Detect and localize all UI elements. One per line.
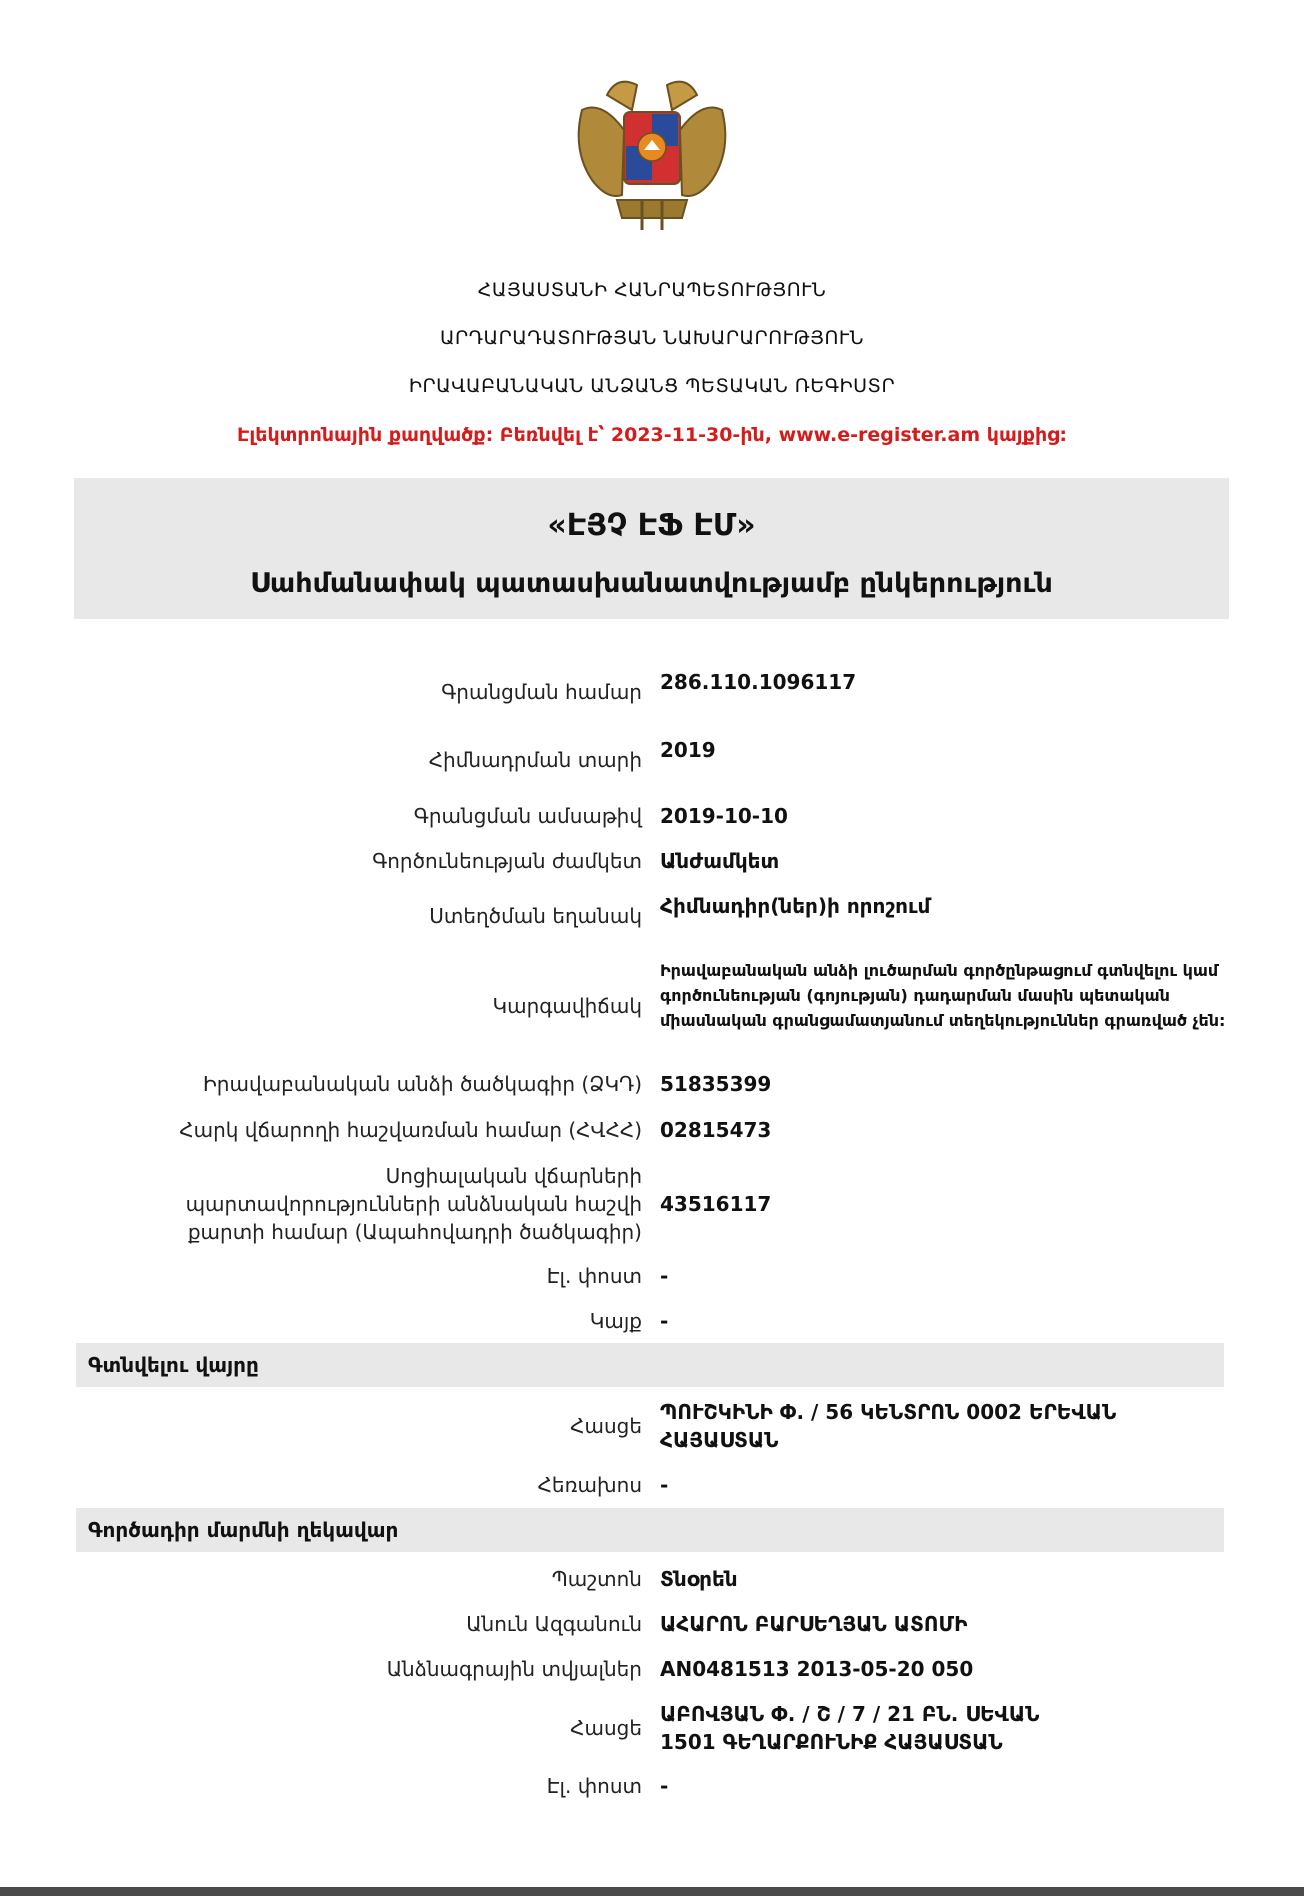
detail-value: Հիմնադիր(ներ)ի որոշում [660, 894, 931, 918]
detail-label: Հասցե [570, 1716, 642, 1740]
detail-label: Էլ. փոստ [546, 1774, 642, 1798]
detail-value: 02815473 [660, 1118, 772, 1142]
section-title: Գտնվելու վայրը [88, 1353, 259, 1377]
section-header-executive [76, 1508, 1224, 1552]
detail-label: Պաշտոն [551, 1567, 642, 1591]
extract-notice: Էլեկտրոնային քաղվածք: Բեռնվել է՝ 2023-11-30-ին, www.e-register.am կայքից: [237, 424, 1067, 446]
header-ministry: ԱՐԴԱՐԱԴԱՏՈՒԹՅԱՆ ՆԱԽԱՐԱՐՈՒԹՅՈՒՆ [440, 327, 864, 349]
detail-label: Գրանցման ամսաթիվ [413, 804, 642, 828]
company-legal-form: Սահմանափակ պատասխանատվությամբ ընկերություն [250, 568, 1053, 599]
detail-label: Կարգավիճակ [492, 994, 642, 1018]
coat-of-arms-emblem [562, 70, 742, 240]
header-country: ՀԱՅԱՍՏԱՆԻ ՀԱՆՐԱՊԵՏՈՒԹՅՈՒՆ [477, 279, 827, 301]
detail-value: - [660, 1473, 669, 1497]
detail-label: Կայք [589, 1309, 642, 1333]
detail-value: Անժամկետ [660, 849, 780, 873]
company-name: «ԷՅՉ ԷՖ ԷՄ» [547, 508, 756, 543]
detail-value: 51835399 [660, 1072, 772, 1096]
detail-label: Ստեղծման եղանակ [429, 904, 642, 928]
section-header-location [76, 1343, 1224, 1387]
detail-value: 43516117 [660, 1192, 772, 1216]
detail-label: Իրավաբանական անձի ծածկագիր (ՁԿԴ) [202, 1072, 642, 1096]
detail-label: Հիմնադրման տարի [428, 748, 642, 772]
detail-value: ԱԲՈՎՅԱՆ Փ. / Շ / 7 / 21 ԲՆ. ՍԵՎԱՆ 1501 ԳԵՂԱՐՔՈՒՆԻՔ ՀԱՅԱՍՏԱՆ [660, 1702, 1040, 1754]
detail-label: Հասցե [570, 1414, 642, 1438]
detail-label: Անուն Ազգանուն [466, 1612, 642, 1636]
detail-value: - [660, 1264, 669, 1288]
detail-label: Գործունեության ժամկետ [372, 849, 642, 873]
detail-label: Սոցիալական վճարների պարտավորությունների անձնական հաշվի քարտի համար (Ապահովադրի ծածկագիր) [185, 1164, 642, 1244]
company-title-panel [74, 478, 1229, 619]
detail-value: AN0481513 2013-05-20 050 [660, 1657, 974, 1681]
detail-label: Էլ. փոստ [546, 1264, 642, 1288]
header-registry: ԻՐԱՎԱԲԱՆԱԿԱՆ ԱՆՁԱՆՑ ՊԵՏԱԿԱՆ ՌԵԳԻՍՏՐ [408, 375, 896, 397]
detail-value: 286.110.1096117 [660, 670, 857, 694]
detail-value: ՊՈՒՇԿԻՆԻ Փ. / 56 ԿԵՆՏՐՈՆ 0002 ԵՐԵՎԱՆ ՀԱՅԱՍՏԱՆ [660, 1400, 1117, 1452]
detail-label: Հեռախոս [537, 1473, 642, 1497]
detail-value: - [660, 1774, 669, 1798]
detail-label: Հարկ վճարողի հաշվառման համար (ՀՎՀՀ) [179, 1118, 642, 1142]
detail-value: - [660, 1309, 669, 1333]
detail-value: 2019 [660, 738, 716, 762]
detail-label: Անձնագրային տվյալներ [386, 1657, 642, 1681]
bottom-bar [0, 1887, 1304, 1896]
detail-value: Տնօրեն [660, 1567, 738, 1591]
section-title: Գործադիր մարմնի ղեկավար [88, 1518, 399, 1542]
detail-value: ԱՀԱՐՈՆ ԲԱՐՍԵՂՅԱՆ ԱՏՈՄԻ [660, 1612, 968, 1636]
status-value: Իրավաբանական անձի լուծարման գործընթացում գտնվելու կամ գործունեության (գոյության) դադարման մասին պետական միասնական գրանցամատյանում տեղեկություններ գրառված չեն: [660, 961, 1226, 1030]
detail-label: Գրանցման համար [441, 680, 642, 704]
detail-value: 2019-10-10 [660, 804, 788, 828]
